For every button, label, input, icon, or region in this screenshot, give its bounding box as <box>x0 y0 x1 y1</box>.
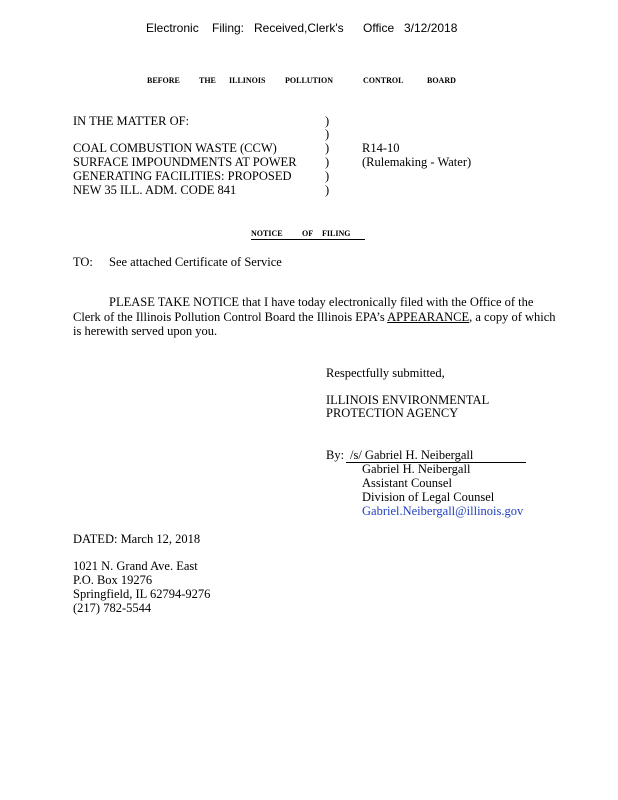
docket-number: R14-10 <box>362 141 400 155</box>
board-word-pollution: POLLUTION <box>285 76 334 85</box>
signer-name: Gabriel H. Neibergall <box>362 462 471 476</box>
caption-line-3: COAL COMBUSTION WASTE (CCW) <box>73 141 277 155</box>
to-label: TO: <box>73 255 93 269</box>
filing-word-received: Received,Clerk's <box>254 21 344 35</box>
paragraph-line-3: is herewith served upon you. <box>73 324 218 338</box>
filing-date: 3/12/2018 <box>404 21 458 35</box>
address-street: 1021 N. Grand Ave. East <box>73 559 198 573</box>
caption-line-6: NEW 35 ILL. ADM. CODE 841 <box>73 183 237 197</box>
signer-division: Division of Legal Counsel <box>362 490 495 504</box>
board-word-the: THE <box>199 76 216 85</box>
appearance-document-title: APPEARANCE <box>387 310 470 324</box>
caption-paren-5: ) <box>325 169 330 183</box>
caption-paren-2: ) <box>325 127 330 141</box>
signer-email-link[interactable]: Gabriel.Neibergall@illinois.gov <box>362 504 524 518</box>
caption-paren-4: ) <box>325 155 330 169</box>
dated-line: DATED: March 12, 2018 <box>73 532 201 546</box>
agency-name-line-1: ILLINOIS ENVIRONMENTAL <box>326 393 490 407</box>
caption-line-4: SURFACE IMPOUNDMENTS AT POWER <box>73 155 297 169</box>
agency-name-line-2: PROTECTION AGENCY <box>326 406 459 420</box>
filing-word-electronic: Electronic <box>146 21 199 35</box>
paragraph-line-2-start: Clerk of the Illinois Pollution Control Board the Illinois EPA’s <box>73 310 388 324</box>
caption-line-5: GENERATING FACILITIES: PROPOSED <box>73 169 292 183</box>
address-po-box: P.O. Box 19276 <box>73 573 153 587</box>
signer-title: Assistant Counsel <box>362 476 452 490</box>
notice-word-of: OF <box>302 229 314 238</box>
paragraph-line-1: PLEASE TAKE NOTICE that I have today electronically filed with the Office of the <box>109 295 534 309</box>
electronic-signature: /s/ Gabriel H. Neibergall <box>350 448 474 462</box>
address-city: Springfield, IL 62794-9276 <box>73 587 211 601</box>
board-word-control: CONTROL <box>363 76 404 85</box>
filing-word-office: Office <box>363 21 395 35</box>
paragraph-line-2-end: , a copy of which <box>469 310 556 324</box>
to-text: See attached Certificate of Service <box>109 255 282 269</box>
by-label: By: <box>326 448 345 462</box>
caption-paren-3: ) <box>325 141 330 155</box>
caption-line-1: IN THE MATTER OF: <box>73 114 190 128</box>
caption-paren-6: ) <box>325 183 330 197</box>
docket-type: (Rulemaking - Water) <box>362 155 472 169</box>
address-phone: (217) 782-5544 <box>73 601 152 615</box>
notice-title-underline <box>251 239 365 240</box>
filing-word-filing: Filing: <box>212 21 245 35</box>
board-word-before: BEFORE <box>147 76 180 85</box>
notice-word-filing: FILING <box>322 229 351 238</box>
notice-word-notice: NOTICE <box>251 229 283 238</box>
board-word-illinois: ILLINOIS <box>229 76 266 85</box>
board-word-board: BOARD <box>427 76 456 85</box>
paragraph-line-2 <box>73 310 556 325</box>
caption-paren-1: ) <box>325 114 330 128</box>
closing-text: Respectfully submitted, <box>326 366 445 380</box>
